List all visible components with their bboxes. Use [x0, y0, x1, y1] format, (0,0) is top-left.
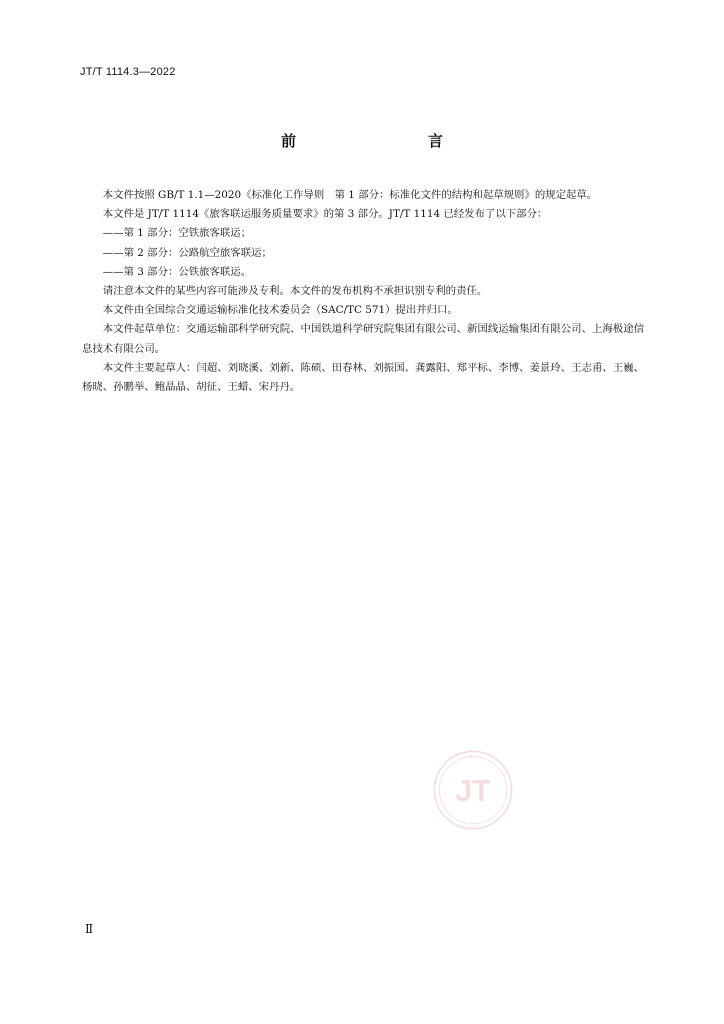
- paragraph-drafting-units: 本文件起草单位：交通运输部科学研究院、中国铁道科学研究院集团有限公司、新国线运输集团有限公司、上海极途信息技术有限公司。: [82, 323, 644, 355]
- jt-watermark-logo: [431, 748, 515, 832]
- list-item-part-2: ——第 2 部分：公路航空旅客联运；: [102, 246, 272, 259]
- paragraph-series-intro: 本文件是 JT/T 1114《旅客联运服务质量要求》的第 3 部分。JT/T 1114 已经发布了以下部分：: [102, 208, 548, 221]
- svg-text:JT: JT: [455, 774, 491, 808]
- paragraph-drafting-rules: 本文件按照 GB/T 1.1—2020《标准化工作导则 第 1 部分：标准化文件的结构和起草规则》的规定起草。: [102, 189, 598, 201]
- foreword-body: [82, 186, 644, 397]
- page-title: 前 言: [280, 132, 477, 150]
- document-number-header: JT/T 1114.3—2022: [80, 66, 176, 78]
- paragraph-patent-notice: 请注意本文件的某些内容可能涉及专利。本文件的发布机构不承担识别专利的责任。: [102, 285, 488, 298]
- list-item-part-1: ——第 1 部分：空铁旅客联运；: [102, 227, 252, 240]
- list-item-part-3: ——第 3 部分：公铁旅客联运。: [102, 265, 252, 278]
- page-number: Ⅱ: [85, 922, 94, 936]
- paragraph-proposer: 本文件由全国综合交通运输标准化技术委员会（SAC/TC 571）提出并归口。: [102, 304, 458, 317]
- paragraph-drafters: 本文件主要起草人：闫超、刘晓溪、刘新、陈硕、田春林、刘振国、龚露阳、郑平标、李博、姜景玲、王志甫、王巍、杨晓、孙鹏举、鲍晶晶、胡征、王蜡、宋丹丹。: [82, 361, 644, 394]
